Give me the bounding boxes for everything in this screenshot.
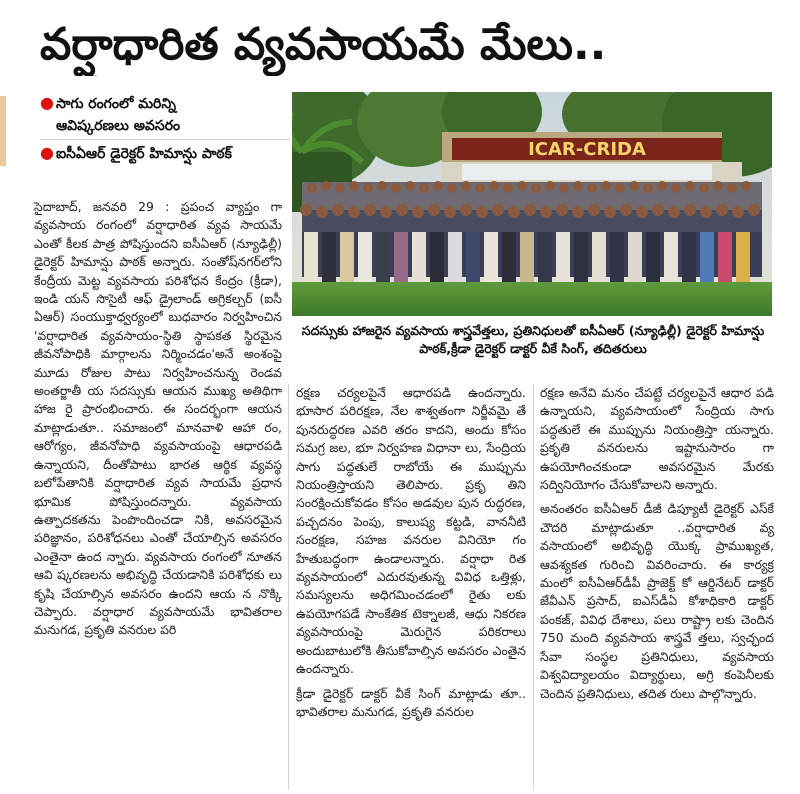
column-divider (288, 384, 289, 790)
paragraph: అనంతరం ఐసీఏఆర్ డీజీ డిప్యూటీ డైరెక్టర్ ఎస్‌కే చౌదరి మాట్లాడుతూ ..వర్షాధారిత వ్య వసాయంలో అభివృద్ధి యొక్క ప్రాముఖ్యత, ఆవశ్యకత గురించి వివరించారు. ఈ కార్యక్ర మంలో ఐసీఏఆర్‌డీపీ ప్రాజెక్ట్ కో ఆర్డినేటర్ డాక్టర్ జేవీఎన్ ప్రసాద్, ఐఎస్‌డీఏ కోశాధికారి డాక్టర్ పంకజ్, వివిధ దేశాలు, పలు రాష్ట్రా లకు చెందిన 750 మంది వ్యవసాయ శాస్త్రవే త్తలు, స్వచ్ఛంద సేవా సంస్థల ప్రతినిధులు, వ్యవసాయ విశ్వవిద్యాలయం విద్యార్థులు, అగ్రి కంపెనీలకు చెందిన ప్రతినిధులు, తదిత రులు పాల్గొన్నారు. (540, 501, 774, 701)
paragraph: సైదాబాద్, జనవరి 29 : ప్రపంచ వ్యాప్తం గా వ్యవసాయ రంగంలో వర్షాధారిత వ్యవ సాయమే ఎంతో కీలక పాత్ర పోషిస్తుందని ఐసీఏఆర్ (న్యూఢిల్లీ) డైరెక్టర్ హిమాన్షు పాఠక్ అన్నారు. సంతోష్‌నగర్‌లోని కేంద్రీయ మెట్ట వ్యవసాయ పరిశోధన కేంద్రం (క్రీడా), ఇండి యన్ సొసైటీ ఆఫ్ డ్రైలాండ్ అగ్రికల్చర్ (ఐసీ ఏఆర్) సంయుక్తాధ్వర్యంలో బుధవారం నిర్వహించిన 'వర్షాధారిత వ్యవసాయం-స్థితి స్థాపకత స్థిరమైన జీవనోపాధికి మార్గాలను నిర్మించడం'అనే అంశంపై మూడు రోజుల పాటు నిర్వహించనున్న రెండవ అంతర్జాతీ య సదస్సుకు ఆయన ముఖ్య అతిథిగా హాజ రై ప్రారంభించారు. ఈ సందర్భంగా ఆయన మాట్లాడుతూ.. సమాజంలో మానవాళి ఆహా రం, ఆరోగ్యం, జీవనోపాధి వ్యవసాయంపై ఆధారపడి ఉన్నాయని, దీంతోపాటు భారత ఆర్థిక వ్యవస్థ బలోపేతానికి వర్షాధారిత వ్యవ సాయమే ప్రధాన భూమిక పోషిస్తుందన్నారు. వ్యవసాయ ఉత్పాదకతను పెంపొందించడా నికి, అవసరమైన పరిజ్ఞానం, పరిశోధనలు ఎంతో చేయాల్సిన అవసరం ఎంతైనా ఉంద న్నారు. వ్యవసాయ రంగంలో నూతన ఆవి ష్కరణలను అభివృద్ధి చేయడానికి పరిశోధకు లు కృషి చేయాల్సిన అవసరం ఉందని ఆయ న నొక్కి చెప్పారు. వర్షాధార వ్యవసాయమే భావితరాల మనుగడ, ప్రకృతి వనరుల పరి (34, 199, 282, 638)
bullet-icon: ● (40, 143, 54, 162)
paragraph: రక్షణ చర్యలపైనే ఆధారపడి ఉందన్నారు. భూసార పరిరక్షణ, నేల శాశ్వతంగా నిర్జీవమై తే పునరుద్ధరణ ఎవరి తరం కాదని, అందు కోసం సమగ్ర జల, భూ నిర్వహణ విధానా లు, సేంద్రియ సాగు పద్ధతులే రాబోయే ఈ ముప్పును నియంత్రిస్తాయని తెలిపారు. ప్రకృ తిని సంరక్షించుకోవడం కోసం అడవుల పున రుద్ధరణ, పచ్చదనం పెంపు, కాలుష్య కట్టడి, వాననీటి సంరక్షణ, సహజ వనరుల వినియో గం హేతుబద్ధంగా ఉండాలన్నారు. వర్షాధా రిత వ్యవసాయంలో ఎదురవుతున్న వివిధ ఒత్తిళ్లు, సమస్యలను అధిగమించడంలో రైతు లకు ఉపయోగపడే సాంకేతిక టెక్నాలజీ, ఆధు నికరణ వ్యవసాయంపై మెరుగైన పరికరాలు అందుబాటులోకి తీసుకోవాల్సిన అవసరం ఎంతైన ఉందన్నారు. (296, 385, 526, 677)
bullet-icon: ● (40, 93, 54, 112)
subheads (34, 92, 290, 165)
paragraph: రక్షణ అనేవి మనం చేపట్టే చర్యలపైనే ఆధార పడి ఉన్నాయని, వ్యవసాయంలో సేంద్రియ సాగు పద్ధతులే ఈ ముప్పును నియంత్రిస్తా యన్నారు. ప్రకృతి వనరులను ఇష్టానుసారం గా ఉపయోగించకుండా అవసరమైన మేరకు సద్వినియోగం చేసుకోవాలని అన్నారు. (540, 385, 774, 493)
article-column-3 (540, 384, 774, 790)
subhead-1-cont: ఆవిష్కరణలు అవసరం (56, 118, 181, 134)
subhead-2: ● ఐసీఏఆర్ డైరెక్టర్ హిమాన్షు పాఠక్ (40, 143, 232, 162)
banner-text: ICAR-CRIDA (528, 139, 646, 160)
subhead-divider (40, 139, 290, 140)
page-edge-mark (0, 96, 6, 166)
column-divider (533, 384, 534, 790)
event-photo (292, 92, 772, 316)
article-column-2 (296, 384, 526, 790)
subhead-1: ● సాగు రంగంలో మరిన్ని (40, 93, 176, 112)
article-column-1 (34, 198, 282, 790)
paragraph: క్రీడా డైరెక్టర్ డాక్టర్ వీకే సింగ్ మాట్లాడు తూ.. భావితరాల మనుగడ, ప్రకృతి వనరుల (296, 685, 526, 719)
photo-caption: సదస్సుకు హాజరైన వ్యవసాయ శాస్త్రవేత్తలు, ప్రతినిధులతో ఐసీఏఆర్ (న్యూఢిల్లీ) డైరెక్టర్ హిమాన్షు పాఠక్,క్రీడా డైరెక్టర్ డాక్టర్ వీకే సింగ్, తదితరులు (301, 323, 765, 356)
headline: వర్షాధారిత వ్యవసాయమే మేలు.. (40, 19, 607, 70)
